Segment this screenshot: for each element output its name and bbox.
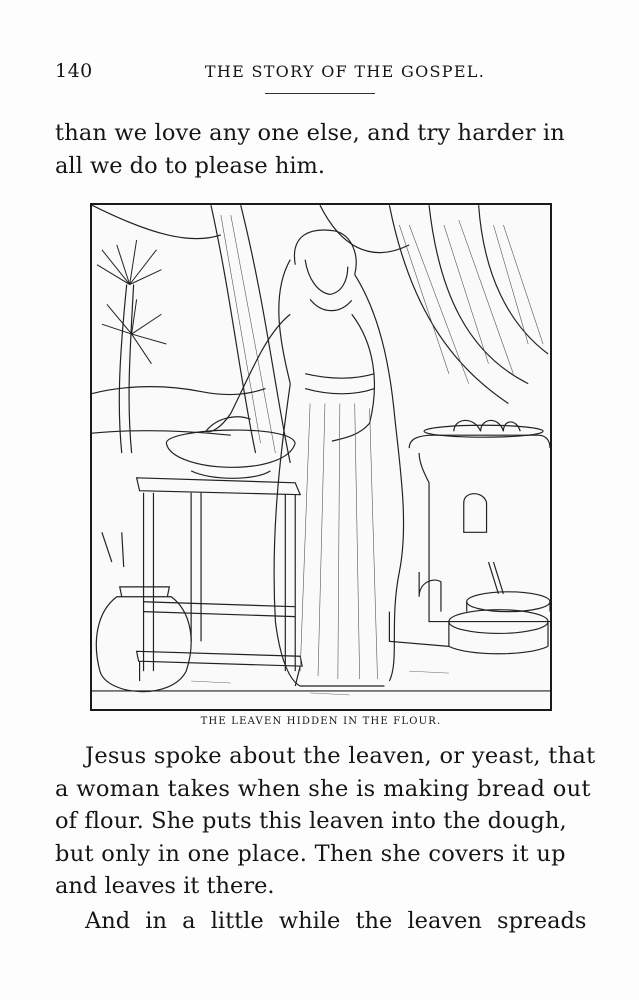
- text-line: a woman takes when she is making bread out: [55, 775, 591, 802]
- text-line: than we love any one else, and try harder in: [55, 120, 565, 146]
- text-line: but only in one place. Then she covers it up: [55, 840, 566, 867]
- page-number: 140: [55, 60, 93, 82]
- text-line: Jesus spoke about the leaven, or yeast, that: [85, 743, 596, 769]
- paragraph-continued: [55, 117, 588, 182]
- header-rule: [265, 93, 375, 94]
- text-line: all we do to please him.: [55, 152, 326, 179]
- text-line: and leaves it there.: [55, 873, 275, 899]
- illustration: [90, 203, 552, 711]
- paragraph-spreads: [55, 905, 588, 938]
- paragraph-leaven: [55, 740, 596, 903]
- text-line: of flour. She puts this leaven into the dough,: [55, 808, 567, 834]
- illustration-caption: THE LEAVEN HIDDEN IN THE FLOUR.: [200, 716, 442, 727]
- running-header: [55, 60, 585, 90]
- text-line: And in a little while the leaven spreads: [85, 908, 587, 934]
- woman-kneading-dough-engraving: [92, 205, 550, 709]
- running-title: THE STORY OF THE GOSPEL.: [204, 62, 486, 81]
